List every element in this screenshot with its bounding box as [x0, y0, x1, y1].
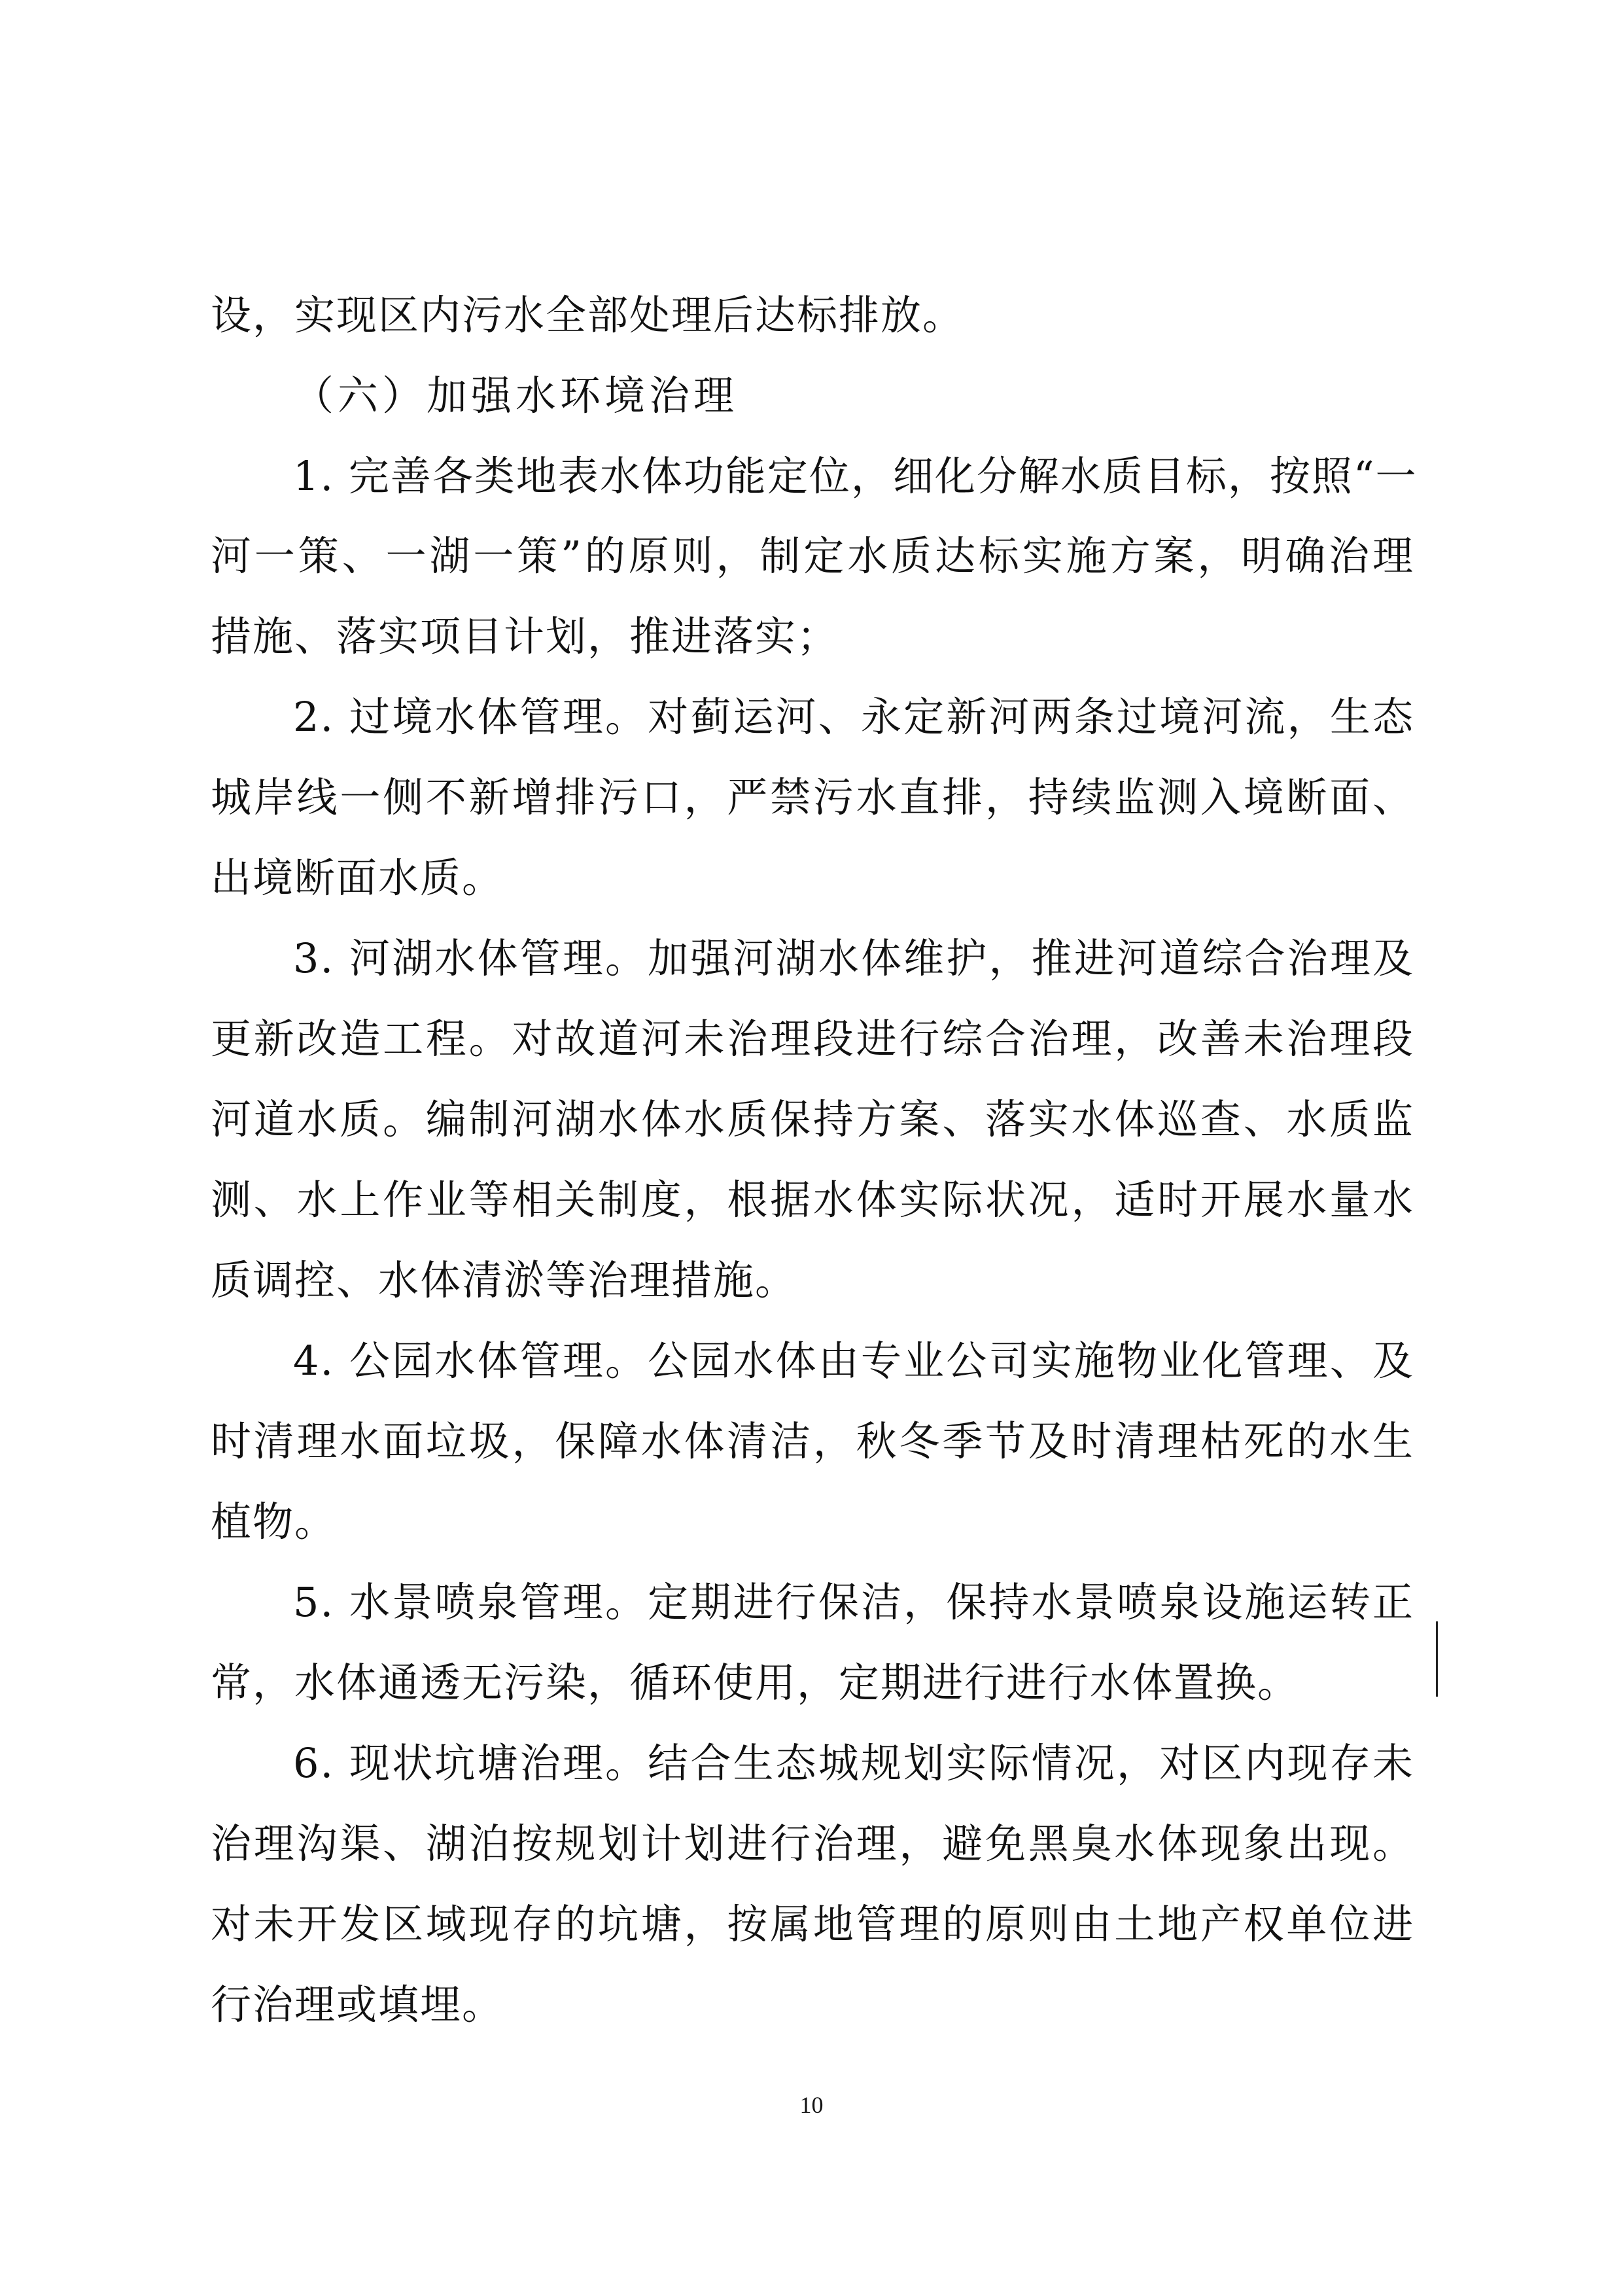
- paragraph-line: 1. 完善各类地表水体功能定位，细化分解水质目标，按照“一: [293, 452, 1418, 500]
- paragraph-line: 2. 过境水体管理。对蓟运河、永定新河两条过境河流，生态: [293, 693, 1414, 741]
- paragraph-line: 6. 现状坑塘治理。结合生态城规划实际情况，对区内现存未: [293, 1739, 1414, 1787]
- paragraph-line: 测、水上作业等相关制度，根据水体实际状况，适时开展水量水: [211, 1176, 1414, 1224]
- paragraph-line: 4. 公园水体管理。公园水体由专业公司实施物业化管理、及: [293, 1337, 1414, 1385]
- paragraph-line: 行治理或填埋。: [211, 1981, 504, 2028]
- section-heading: （六）加强水环境治理: [293, 372, 739, 419]
- paragraph-line: 质调控、水体清淤等治理措施。: [211, 1256, 797, 1304]
- paragraph-line: 时清理水面垃圾，保障水体清洁，秋冬季节及时清理枯死的水生: [211, 1417, 1414, 1465]
- paragraph-line: 5. 水景喷泉管理。定期进行保洁，保持水景喷泉设施运转正: [293, 1578, 1414, 1626]
- paragraph-line: 对未开发区域现存的坑塘，按属地管理的原则由土地产权单位进: [211, 1900, 1414, 1948]
- paragraph-line: 3. 河湖水体管理。加强河湖水体维护，推进河道综合治理及: [293, 934, 1414, 982]
- paragraph-line: 措施、落实项目计划，推进落实；: [211, 612, 839, 660]
- paragraph-line: 出境断面水质。: [211, 854, 504, 902]
- page-number: 10: [799, 2092, 824, 2118]
- paragraph-line: 更新改造工程。对故道河未治理段进行综合治理，改善未治理段: [211, 1015, 1414, 1063]
- paragraph-line: 城岸线一侧不新增排污口，严禁污水直排，持续监测入境断面、: [211, 773, 1414, 821]
- paragraph-line: 河道水质。编制河湖水体水质保持方案、落实水体巡查、水质监: [211, 1095, 1414, 1143]
- paragraph-line: 河一策、一湖一策”的原则，制定水质达标实施方案，明确治理: [211, 532, 1414, 580]
- paragraph-line: 常，水体通透无污染，循环使用，定期进行进行水体置换。: [211, 1659, 1300, 1706]
- paragraph-line: 设，实现区内污水全部处理后达标排放。: [211, 291, 965, 339]
- margin-mark: [1436, 1621, 1438, 1697]
- paragraph-line: 治理沟渠、湖泊按规划计划进行治理，避免黑臭水体现象出现。: [211, 1820, 1414, 1867]
- paragraph-line: 植物。: [211, 1498, 337, 1545]
